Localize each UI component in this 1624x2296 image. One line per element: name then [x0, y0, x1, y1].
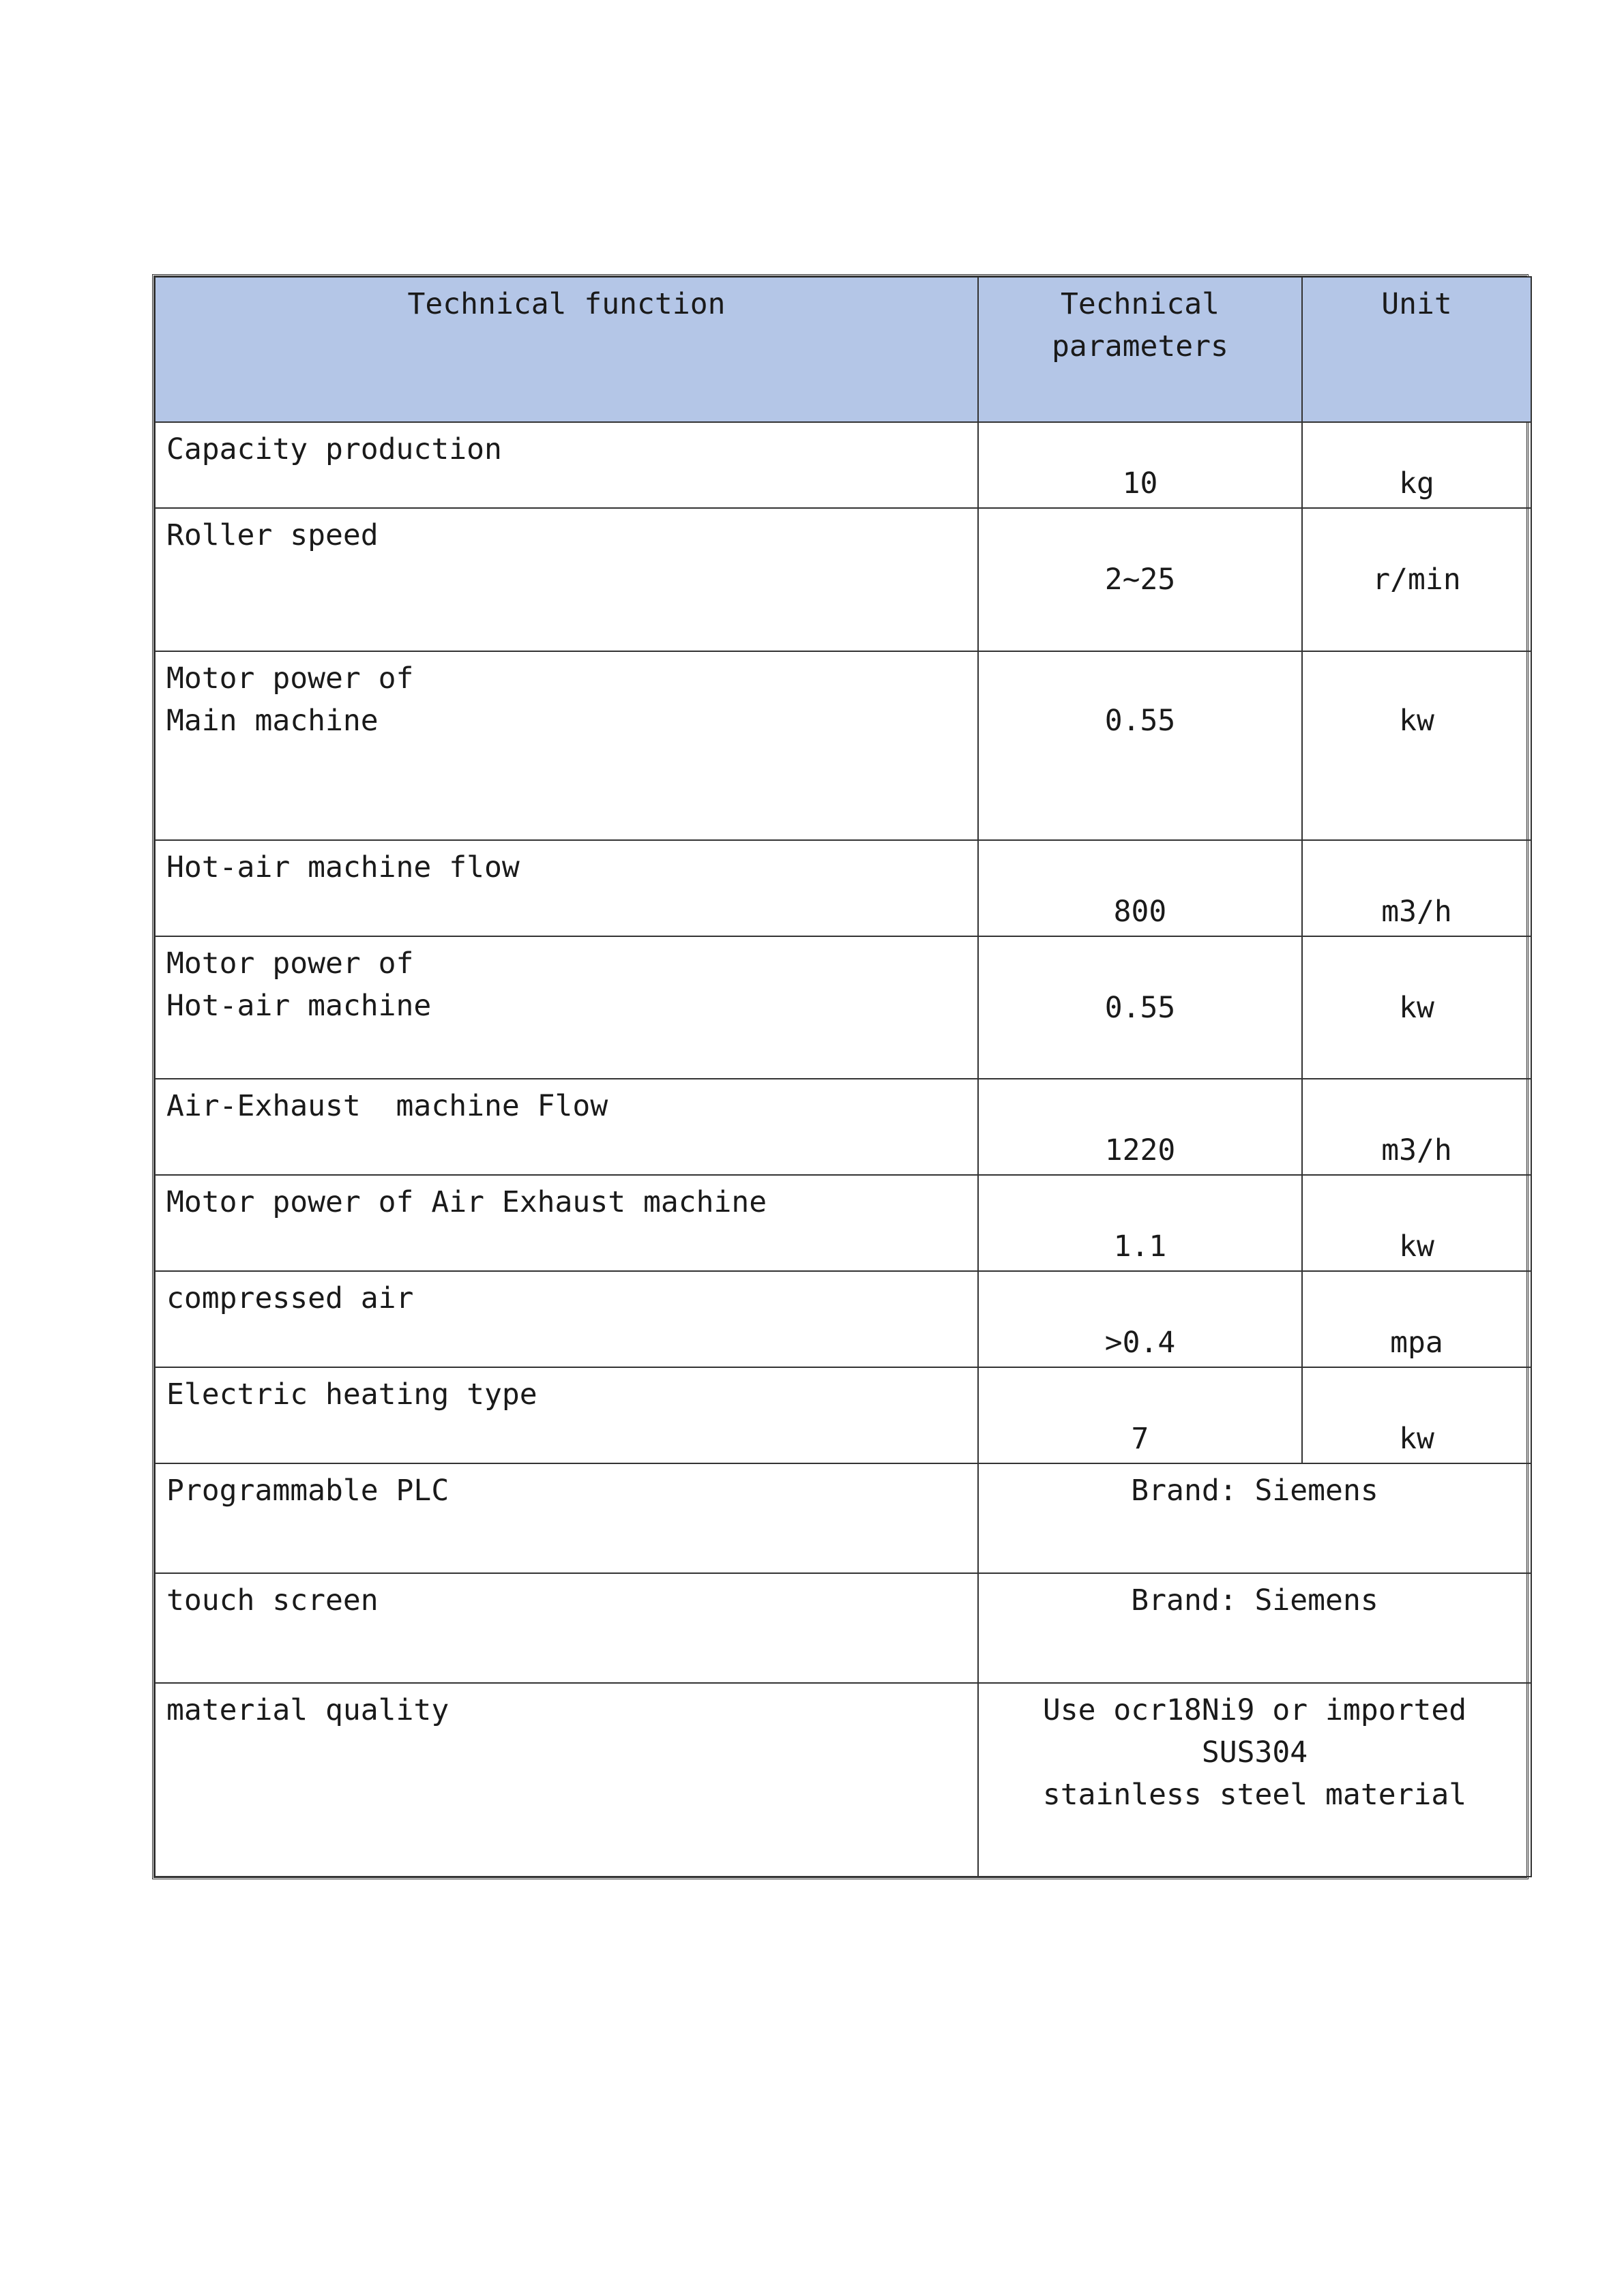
- row-label: material quality: [155, 1683, 978, 1877]
- header-row: [155, 277, 1531, 422]
- table-row: [155, 1271, 1531, 1367]
- row-label: Programmable PLC: [155, 1463, 978, 1573]
- header-technical-parameters: Technical parameters: [978, 277, 1302, 422]
- table-row: [155, 1463, 1531, 1573]
- table-row: [155, 508, 1531, 651]
- row-value: >0.4: [978, 1271, 1302, 1367]
- table-row: [155, 840, 1531, 936]
- row-unit: m3/h: [1302, 1079, 1531, 1175]
- row-value: 10: [978, 422, 1302, 508]
- table-row: [155, 422, 1531, 508]
- row-brand-value: Brand: Siemens: [978, 1463, 1531, 1573]
- table-row: [155, 936, 1531, 1079]
- row-unit: r/min: [1302, 508, 1531, 651]
- row-label: Capacity production: [155, 422, 978, 508]
- row-label: Hot-air machine flow: [155, 840, 978, 936]
- row-material-value: Use ocr18Ni9 or imported SUS304 stainless steel material: [978, 1683, 1531, 1877]
- row-label: compressed air: [155, 1271, 978, 1367]
- table-row: [155, 1573, 1531, 1683]
- header-technical-function: Technical function: [155, 277, 978, 422]
- row-unit: kw: [1302, 1367, 1531, 1463]
- row-unit: kg: [1302, 422, 1531, 508]
- row-value: 0.55: [978, 651, 1302, 840]
- row-value: 1220: [978, 1079, 1302, 1175]
- row-value: 0.55: [978, 936, 1302, 1079]
- row-label: touch screen: [155, 1573, 978, 1683]
- row-unit: mpa: [1302, 1271, 1531, 1367]
- row-label: Electric heating type: [155, 1367, 978, 1463]
- row-label: Motor power of Air Exhaust machine: [155, 1175, 978, 1271]
- row-unit: kw: [1302, 936, 1531, 1079]
- table-row: [155, 1175, 1531, 1271]
- row-label: Air-Exhaust machine Flow: [155, 1079, 978, 1175]
- row-label: Roller speed: [155, 508, 978, 651]
- row-value: 800: [978, 840, 1302, 936]
- row-value: 1.1: [978, 1175, 1302, 1271]
- header-unit: Unit: [1302, 277, 1531, 422]
- row-label: Motor power of Hot-air machine: [155, 936, 978, 1079]
- spec-table: [154, 276, 1532, 1877]
- row-value: 2~25: [978, 508, 1302, 651]
- technical-spec-table: [152, 274, 1529, 1879]
- table-row: [155, 1367, 1531, 1463]
- table-row: [155, 1683, 1531, 1877]
- row-unit: kw: [1302, 651, 1531, 840]
- table-row: [155, 651, 1531, 840]
- row-brand-value: Brand: Siemens: [978, 1573, 1531, 1683]
- row-value: 7: [978, 1367, 1302, 1463]
- row-unit: kw: [1302, 1175, 1531, 1271]
- row-label: Motor power of Main machine: [155, 651, 978, 840]
- table-row: [155, 1079, 1531, 1175]
- row-unit: m3/h: [1302, 840, 1531, 936]
